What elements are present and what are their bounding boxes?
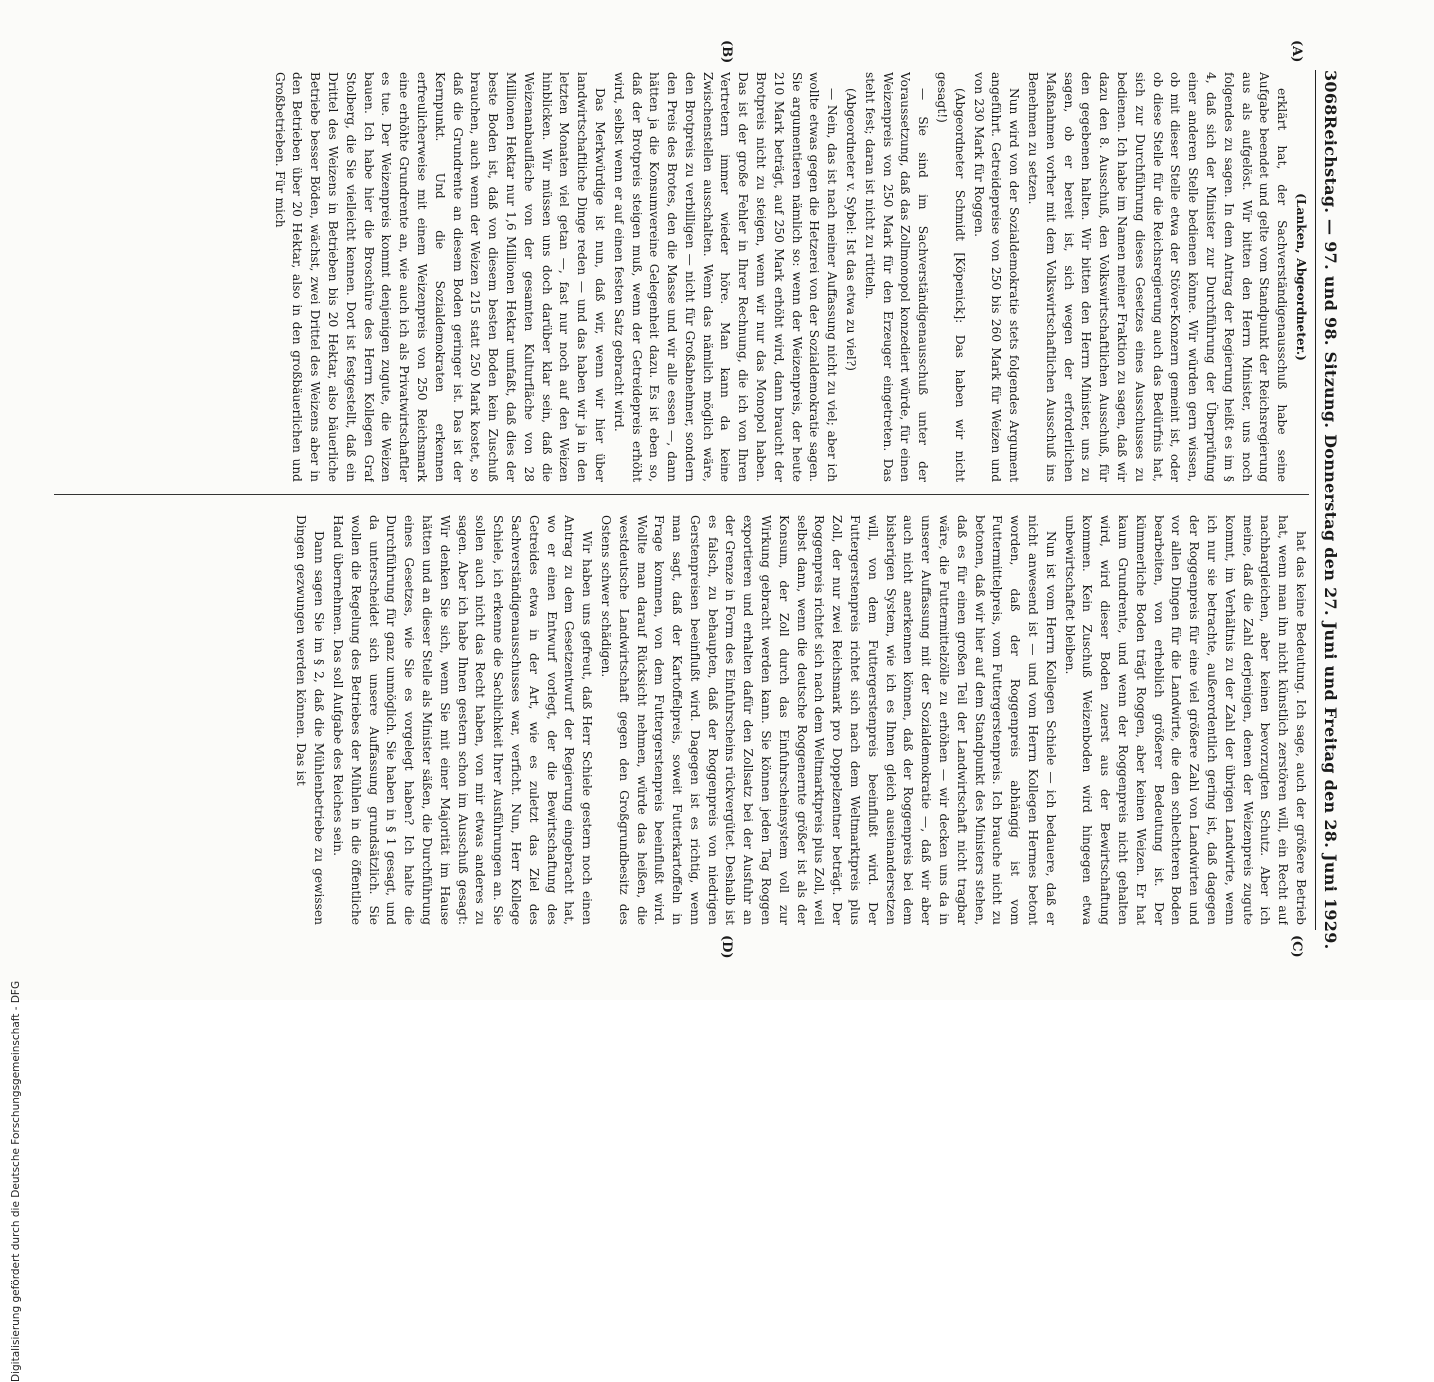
paragraph <box>969 72 1022 482</box>
header-rule <box>1315 70 1316 930</box>
paragraph-text: (Abgeordneter Schmidt [Köpenick]: Das haben wir nicht gesagt!) <box>935 72 967 482</box>
paragraph-text: hat das keine Bedeutung. Ich sage, auch der größere Betrieb hat, wenn man ihn nicht künstlich zerstören will, ein Recht auf nachbargleichen, aber keinen bevorzugten Schutz. Aber ich meine, daß die Zahl derjenigen, denen der Weizenpreis zugute kommt, im Verhältnis zu der Zahl der übrigen Landwirte, wenn ich nur sie betrachte, außerordentlich gering ist, daß dagegen der Roggenpreis für eine viel größere Zahl von Landwirten und vor allen Dingen für die Landwirte, die den schlechteren Boden bearbeiten, von erheblich größerer Bedeutung ist. Der kümmerliche Boden trägt Roggen, aber keinen Weizen. Er hat kaum Grundrente, und wenn der Roggenpreis nicht gehalten wird, wird dieser Boden zuerst aus der Bewirtschaftung kommen. Kein Zuschuß Weizenboden wird hingegen etwa unbewirtschaftet bleiben. <box>1062 515 1308 925</box>
credit-text: Digitalisierung gefördert durch die Deutsche Forschungsgemeinschaft - DFG <box>10 980 22 1382</box>
paragraph-text: Dann sagen Sie im § 2, daß die Mühlenbetriebe zu gewissen Dingen gezwungen werden können. Das ist <box>294 515 327 925</box>
page-header <box>1318 70 1344 950</box>
paragraph <box>841 72 859 482</box>
left-column <box>54 72 1309 482</box>
paragraph <box>1291 72 1309 482</box>
paragraph-text: Wir haben uns gefreut, daß Herr Schiele gestern noch einen Antrag zu dem Gesetzentwurf der Regierung eingebracht hat, wo er einen Entwurf vorlegt, der die Bewirtschaftung des Getreides etwa in der Art, wie es zuletzt das Ziel des Sachverständigenausschusses war, verficht. Nun, Herr Kollege Schiele, ich erkenne die Sachlichkeit Ihrer Ausführungen an. Sie sollen auch nicht das Recht haben, von mir etwas anderes zu sagen. Aber ich habe Ihnen gestern schon im Ausschuß gesagt: Wir denken Sie sich, wenn Sie mit einer Majorität im Hause hätten und an dieser Stelle als Minister säßen, die Durchführung eines Gesetzes, wie Sie es vorgelegt haben? Ich halte die Durchführung für ganz unmöglich. Sie haben in § 1 gesagt, und da unterscheidet sich unsere Auffassung grundsätzlich. Sie wollen die Regelung des Betriebes der Mühlen in die öffentliche Hand übernehmen. Das soll Aufgabe des Reiches sein. <box>330 515 595 925</box>
paragraph <box>270 72 608 482</box>
paragraph <box>932 72 968 482</box>
paragraph <box>1023 72 1290 482</box>
paragraph <box>328 515 595 925</box>
margin-marker-a: (A) <box>1289 40 1304 63</box>
paragraph-text: Nun wird von der Sozialdemokratie stets folgendes Argument angeführt. Getreidepreise von 250 bis 260 Mark für Weizen und von 230 Mark für Roggen. <box>971 72 1022 482</box>
paragraph-text: Nun ist vom Herrn Kollegen Schiele — ich bedauere, daß er nicht anwesend ist — und vom Herrn Kollegen Hermes betont worden, daß der Roggenpreis abhängig ist vom Futtermittelpreis, vom Futtergerstenpreis. Ich brauche nicht zu betonen, daß wir hier auf dem Standpunkt des Ministers stehen, daß es für einen großen Teil der Landwirtschaft nicht tragbar wäre, die Futtermittelzölle zu erhöhen — wir decken uns da in unserer Auffassung mit der Sozialdemokratie —, daß wir aber auch nicht anerkennen können, daß der Roggenpreis bei dem bisherigen System, wie ich es Ihnen gleich auseinandersetzen will, von dem Futtergerstenpreis beeinflußt wird. Der Futtergerstenpreis richtet sich nach dem Weltmarktpreis plus Zoll, der nur zwei Reichsmark pro Doppelzentner beträgt. Der Roggenpreis richtet sich nach dem Weltmarktpreis plus Zoll, weil selbst dann, wenn die deutsche Roggenernte größer ist als der Konsum, der Zoll durch das Einfuhrscheinsystem voll zur Wirkung gebracht werden kann. Sie können jeden Tag Roggen exportieren und erhalten dafür den Zollsatz bei der Ausfuhr an der Grenze in Form des Einfuhrscheins rückvergütet. Deshalb ist es falsch, zu behaupten, daß der Roggenpreis von niedrigen Gerstenpreisen beeinflußt wird. Dagegen ist es richtig, wenn man sagt, daß der Kartoffelpreis, soweit Futterkartoffeln in Frage kommen, von dem Futtergerstenpreis beeinflußt wird. Wollte man darauf Rücksicht nehmen, würde das heißen, die westdeutsche Landwirtschaft gegen den Großgrundbesitz des Ostens schwer schädigen. <box>598 515 1058 925</box>
paragraph-text: (Abgeordneter v. Sybel: Ist das etwa zu viel?) <box>844 88 859 372</box>
right-column <box>54 515 1309 925</box>
column-divider <box>54 494 1309 495</box>
paragraph <box>860 72 931 482</box>
margin-marker-b: (B) <box>719 40 734 64</box>
page-title: Reichstag. — 97. und 98. Sitzung. Donnerstag den 27. Juni und Freitag den 28. Juni 1929. <box>1321 115 1341 950</box>
page-number: 3068 <box>1321 70 1341 116</box>
paragraph-text: erklärt hat, der Sachverständigenausschuß habe seine Aufgabe beendet und gelte vom Standpunkt der Reichsregierung aus als aufgelöst. Wir bitten den Herrn Minister, uns noch folgendes zu sagen. In dem Antrag der Regierung heißt es im § 4, daß sich der Minister zur Durchführung der Überprüfung einer anderen Stelle bedienen könne. Wir würden gern wissen, ob mit dieser Stelle etwa der Stöver-Konzern gemeint ist, oder ob diese Stelle für die Reichsregierung auch das Bedürfnis hat, sich zur Durchführung dieses Gesetzes eines Ausschusses zu bedienen. Ich habe im Namen meiner Fraktion zu sagen, daß wir dazu den 8. Ausschuß, den Volkswirtschaftlichen Ausschuß, für den gegebenen halten. Wir bitten den Herrn Minister, uns zu sagen, ob er bereit ist, sich wegen der erforderlichen Maßnahmen vorher mit dem Volkswirtschaftlichen Ausschuß ins Benehmen zu setzen. <box>1026 72 1290 482</box>
paragraph <box>1060 515 1309 925</box>
paragraph <box>609 72 840 482</box>
paragraph-text: — Nein, das ist nach meiner Auffassung nicht zu viel; aber ich wollte etwas gegen die Hetzerei von der Sozialdemokratie sagen. Sie argumentieren nämlich so: wenn der Weizenpreis, der heute 210 Mark beträgt, auf 250 Mark erhöht wird, dann braucht der Brotpreis nicht zu steigen, wenn wir nur das Monopol haben. Das ist der große Fehler in Ihrer Rechnung, die ich von Ihren Vertretern immer wieder höre. Man kann da keine Zwischenstellen ausschalten. Wenn das nämlich möglich wäre, den Brotpreis zu verbilligen — nicht für Großabnehmer, sondern den Preis des Brotes, den die Masse und wir alle essen —, dann hätten ja die Konsumvereine Gelegenheit dazu. Es ist eben so, daß der Brotpreis steigen muß, wenn der Getreidepreis erhöht wird, selbst wenn er auf einen festen Satz gebracht wird. <box>611 72 840 482</box>
margin-marker-d: (D) <box>719 935 734 959</box>
paragraph <box>596 515 1059 925</box>
speaker-label: (Lanken, Abgeordneter.) <box>1294 193 1308 361</box>
paragraph-text: Das Merkwürdige ist nun, daß wir, wenn wir hier über landwirtschaftliche Dinge reden — und das haben wir ja in den letzten Monaten viel getan —, fast nur noch auf den Weizen hinblicken. Wir müssen uns doch darüber klar sein, daß die Weizenanbaufläche von der gesamten Kulturfläche von 28 Millionen Hektar nur 1,6 Millionen Hektar umfaßt, daß dies der beste Boden ist, daß von diesem besten Boden kein Zuschuß brauchen, auch wenn der Weizen 215 statt 250 Mark kostet, so daß die Grundrente an diesem Boden geringer ist. Das ist der Kernpunkt. Und die Sozialdemokraten erkennen erfreulicherweise mit einem Weizenpreis von 250 Reichsmark eine erhöhte Grundrente an, wie auch ich als Privatwirtschaftler es tue. Der Weizenpreis kommt denjenigen zugute, die Weizen bauen. Ich habe hier die Broschüre des Herrn Kollegen Graf Stolberg, die Sie vielleicht kennen. Dort ist festgestellt, daß ein Drittel des Weizens in Betrieben bis 20 Hektar, also bäuerliche Betriebe besser Böden, wächst, zwei Drittel des Weizens aber in den Betrieben über 20 Hektar, also in den großbäuerlichen und Großbetrieben. Für mich <box>272 72 607 482</box>
paragraph <box>292 515 328 925</box>
paragraph-text: — Sie sind im Sachverständigenausschuß unter der Voraussetzung, daß das Zollmonopol konzediert würde, für einen Weizenpreis von 250 Mark für den Erzeuger eingetreten. Das steht fest; daran ist nicht zu rütteln. <box>862 72 931 482</box>
margin-marker-c: (C) <box>1289 935 1304 958</box>
